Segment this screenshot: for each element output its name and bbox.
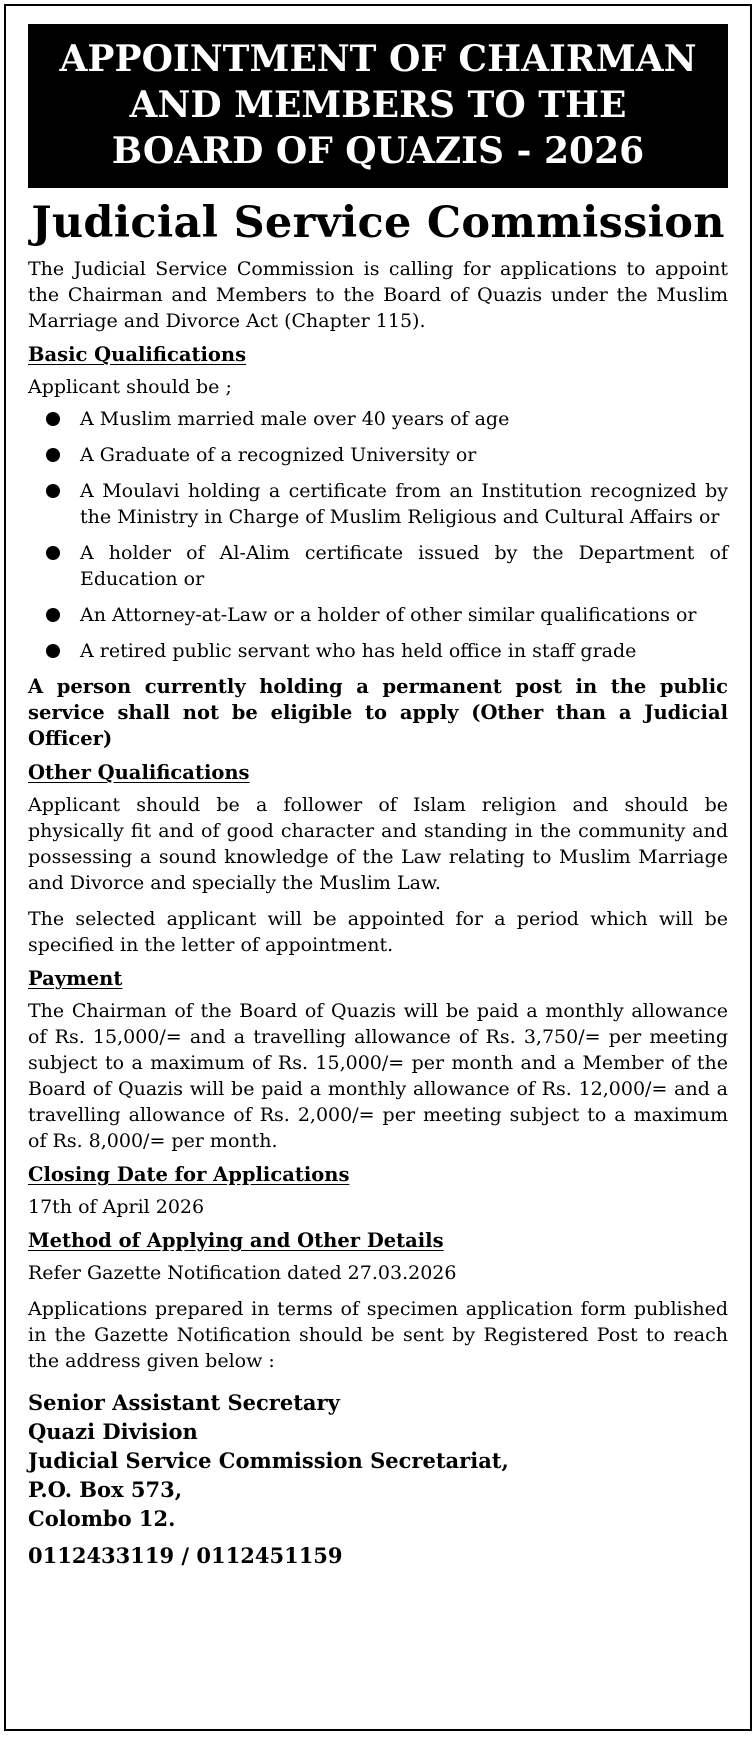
bullet-icon: [46, 412, 60, 426]
payment-heading: Payment: [28, 967, 123, 990]
postal-address: [28, 1388, 728, 1533]
other-qualifications-heading: Other Qualifications: [28, 761, 250, 784]
closing-date: 17th of April 2026: [28, 1196, 205, 1218]
basic-qualifications-heading: Basic Qualifications: [28, 343, 247, 366]
basic-qualifications-list: [28, 406, 728, 664]
bullet-icon: [46, 484, 60, 498]
bullet-icon: [46, 644, 60, 658]
banner-line-1: APPOINTMENT OF CHAIRMAN: [59, 38, 697, 80]
title-banner: [28, 24, 728, 188]
basic-qualifications-lead: Applicant should be ;: [28, 376, 232, 398]
intro-paragraph: The Judicial Service Commission is calling for applications to appoint the Chairman and Members to the Board of Quazis under the Muslim Marriage and Divorce Act (Chapter 115).: [28, 258, 728, 332]
address-line-2: Quazi Division: [28, 1419, 198, 1444]
method-heading: Method of Applying and Other Details: [28, 1229, 444, 1252]
address-line-1: Senior Assistant Secretary: [28, 1390, 340, 1415]
banner-line-3: BOARD OF QUAZIS - 2026: [111, 130, 645, 172]
address-line-4: P.O. Box 573,: [28, 1477, 183, 1502]
list-item: A Muslim married male over 40 years of age: [28, 406, 728, 432]
closing-date-heading: Closing Date for Applications: [28, 1163, 350, 1186]
payment-paragraph: The Chairman of the Board of Quazis will be paid a monthly allowance of Rs. 15,000/= and a travelling allowance of Rs. 3,750/= per meeting subject to a maximum of Rs. 15,000/= per month and a Member of the Board of Quazis will be paid a monthly allowance of Rs. 12,000/= and a travelling allowance of Rs. 2,000/= per meeting subject to a maximum of Rs. 8,000/= per month.: [28, 1000, 728, 1152]
bullet-icon: [46, 546, 60, 560]
eligibility-note: A person currently holding a permanent post in the public service shall not be eligible to apply (Other than a Judicial Officer): [28, 675, 728, 750]
list-item: A retired public servant who has held office in staff grade: [28, 638, 728, 664]
banner-line-2: AND MEMBERS TO THE: [129, 84, 627, 126]
phone-numbers: 0112433119 / 0112451159: [28, 1543, 343, 1568]
gazette-reference: Refer Gazette Notification dated 27.03.2026: [28, 1262, 457, 1284]
bullet-icon: [46, 448, 60, 462]
list-item: A Moulavi holding a certificate from an Institution recognized by the Ministry in Charge of Muslim Religious and Cultural Affairs or: [28, 478, 728, 530]
commission-title: Judicial Service Commission: [31, 198, 725, 248]
advertisement-page: [4, 4, 752, 1731]
address-line-5: Colombo 12.: [28, 1506, 176, 1531]
appointment-period-paragraph: The selected applicant will be appointed for a period which will be specified in the letter of appointment.: [28, 908, 728, 956]
other-qualifications-paragraph: Applicant should be a follower of Islam religion and should be physically fit and of good character and standing in the community and possessing a sound knowledge of the Law relating to Muslim Marriage and Divorce and specially the Muslim Law.: [28, 794, 728, 894]
bullet-icon: [46, 608, 60, 622]
list-item: A Graduate of a recognized University or: [28, 442, 728, 468]
list-item: An Attorney-at-Law or a holder of other similar qualifications or: [28, 602, 728, 628]
method-paragraph: Applications prepared in terms of specimen application form published in the Gazette Notification should be sent by Registered Post to reach the address given below :: [28, 1298, 728, 1372]
list-item: A holder of Al-Alim certificate issued by the Department of Education or: [28, 540, 728, 592]
address-line-3: Judicial Service Commission Secretariat,: [28, 1448, 509, 1473]
